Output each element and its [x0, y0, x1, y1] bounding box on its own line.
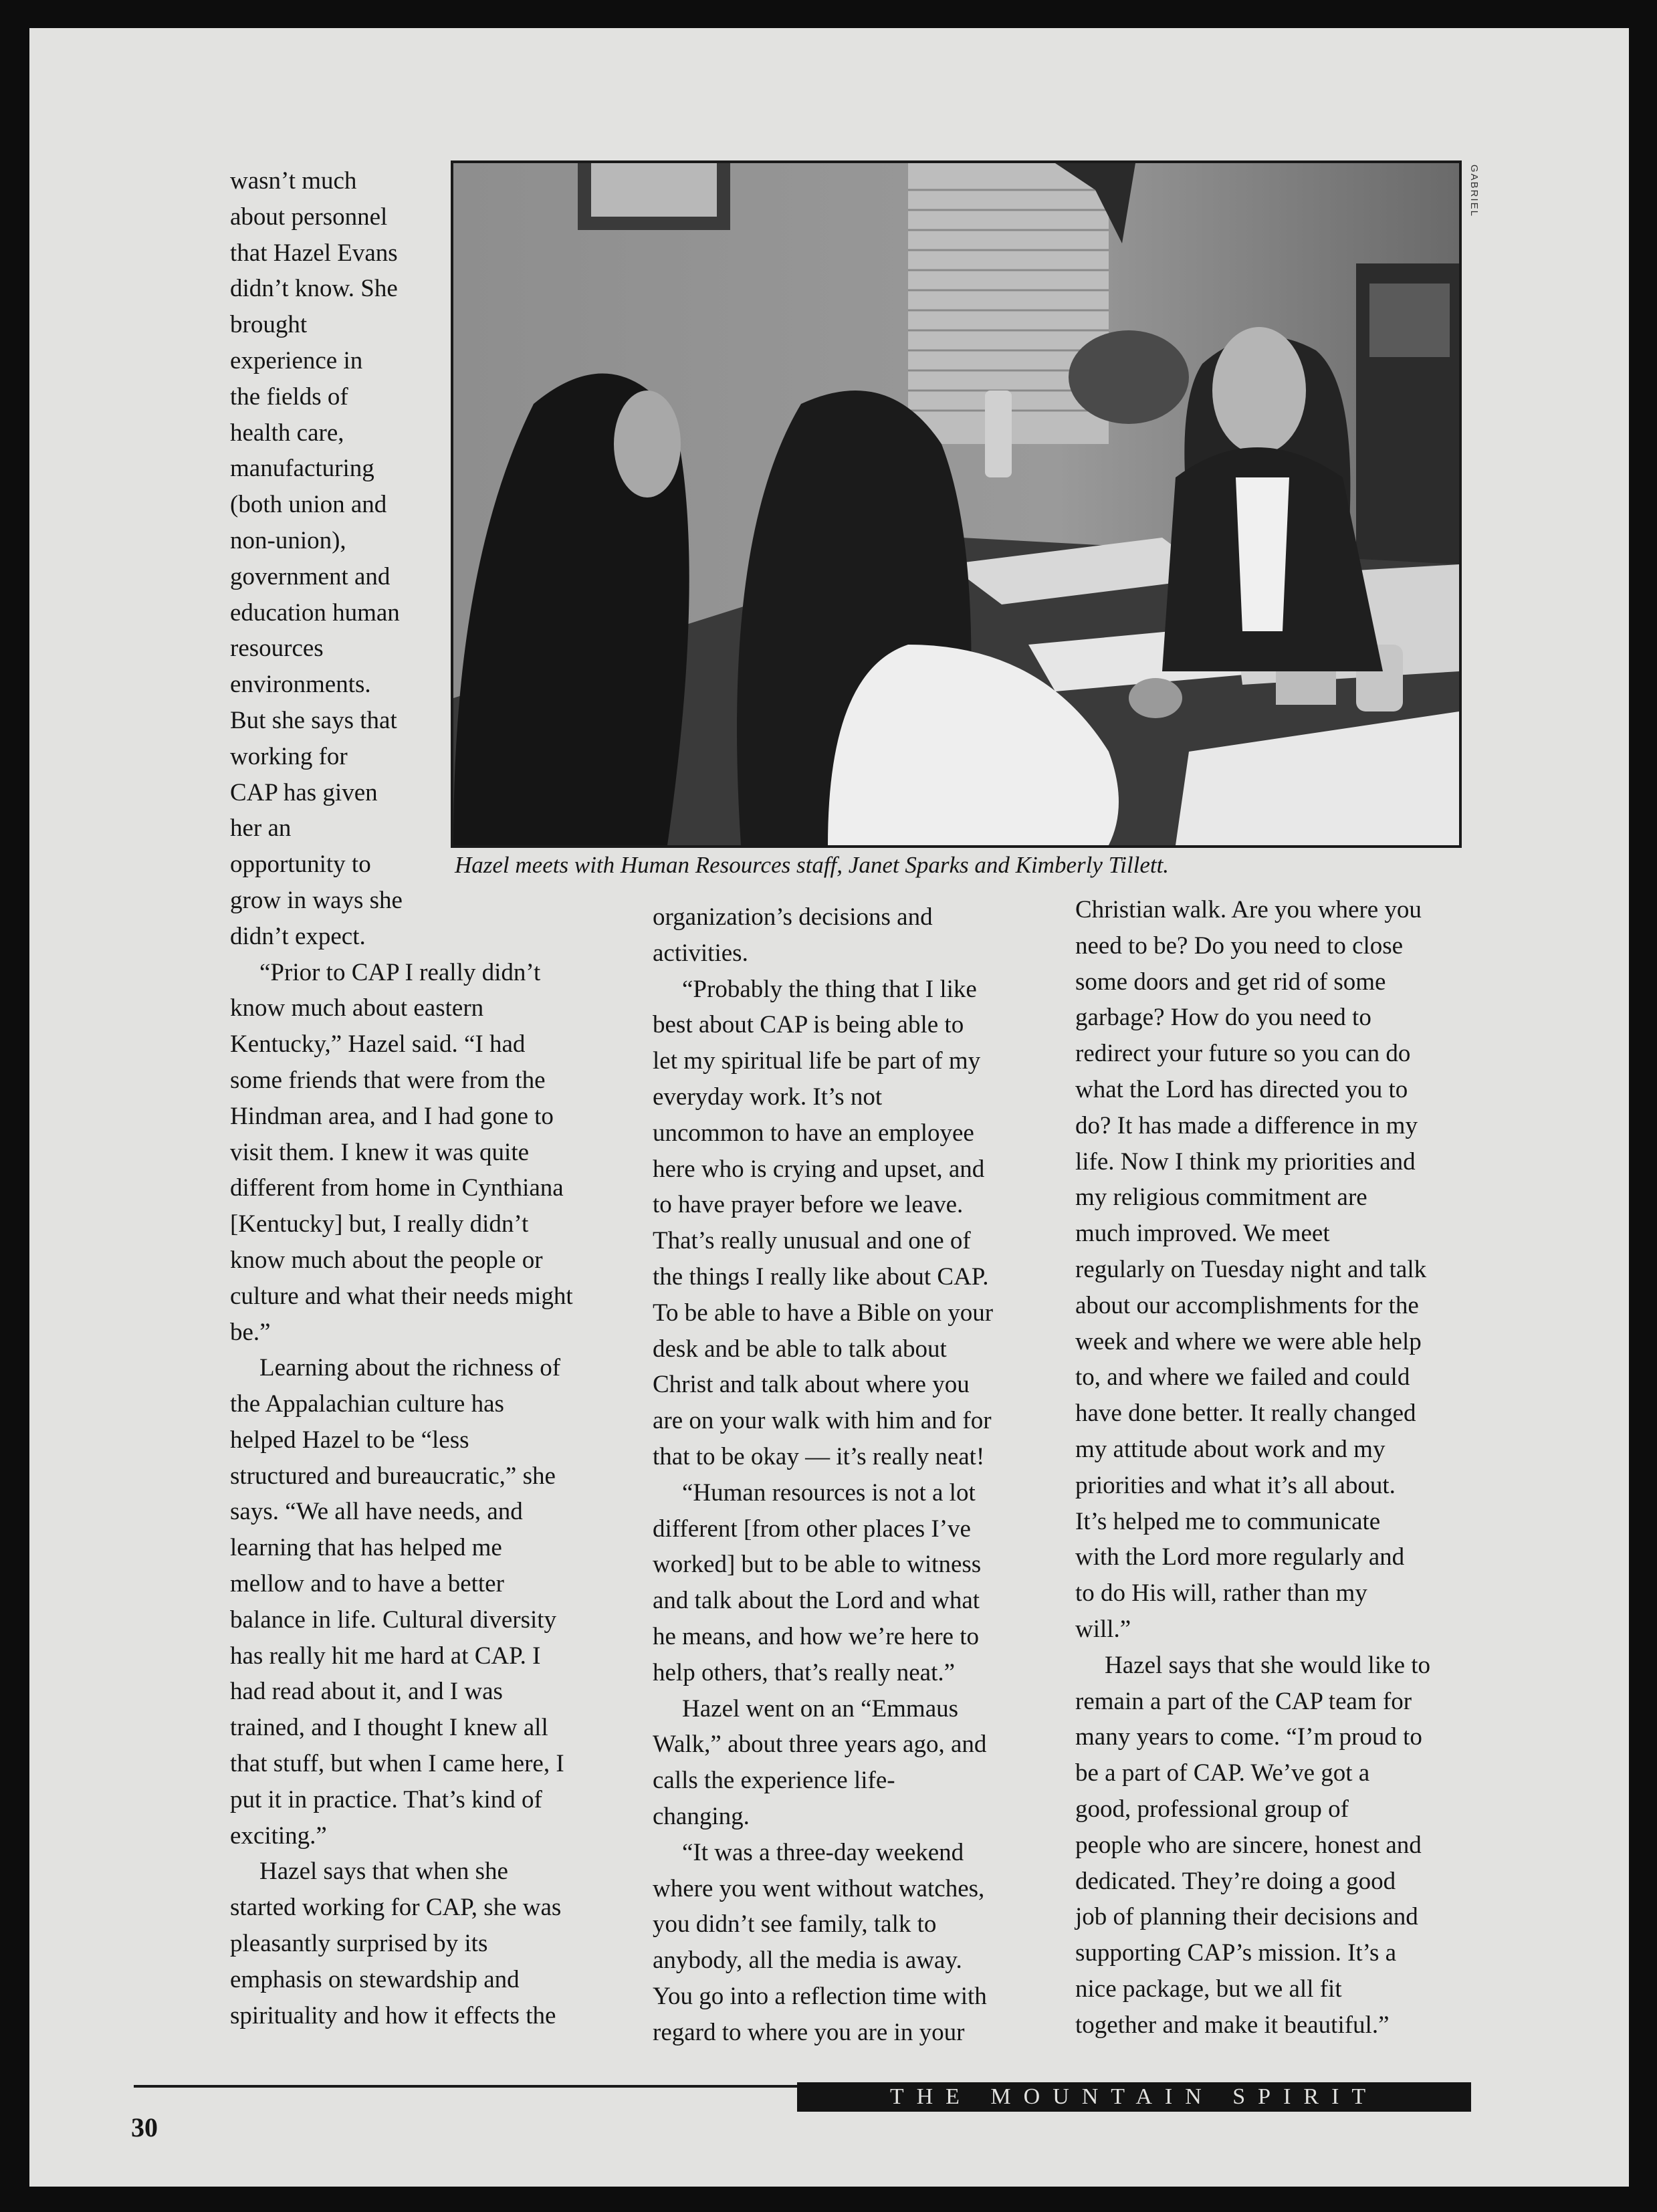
text-line: where you went without watches, — [653, 1874, 985, 1902]
text-line: to have prayer before we leave. — [653, 1191, 964, 1219]
text-line: “Prior to CAP I really didn’t — [259, 958, 541, 986]
text-line: [Kentucky] but, I really didn’t — [230, 1210, 529, 1238]
text-line: much improved. We meet — [1075, 1220, 1330, 1248]
text-line: my attitude about work and my — [1075, 1435, 1386, 1463]
text-line: had read about it, and I was — [230, 1678, 503, 1706]
text-line: manufacturing — [230, 455, 374, 483]
text-line: about our accomplishments for the — [1075, 1291, 1419, 1319]
text-line: Learning about the richness of — [259, 1354, 561, 1382]
text-line: worked] but to be able to witness — [653, 1551, 982, 1579]
text-line: didn’t expect. — [230, 922, 366, 950]
text-line: priorities and what it’s all about. — [1075, 1471, 1396, 1499]
text-line: wasn’t much — [230, 167, 357, 195]
text-line: some friends that were from the — [230, 1066, 546, 1094]
text-line: brought — [230, 311, 308, 339]
text-line: and talk about the Lord and what — [653, 1587, 980, 1615]
text-line: But she says that — [230, 706, 397, 734]
text-line: started working for CAP, she was — [230, 1894, 562, 1922]
text-line: has really hit me hard at CAP. I — [230, 1642, 541, 1670]
text-line: my religious commitment are — [1075, 1184, 1367, 1212]
text-line: different from home in Cynthiana — [230, 1174, 564, 1202]
text-line: the fields of — [230, 382, 348, 411]
article-paragraph — [653, 899, 1054, 972]
text-line: exciting.” — [230, 1821, 327, 1850]
article-column-2 — [653, 899, 1054, 2051]
text-line: Hazel says that she would like to — [1105, 1651, 1431, 1679]
text-line: culture and what their needs might — [230, 1282, 573, 1310]
page-number: 30 — [131, 2112, 158, 2142]
text-line: emphasis on stewardship and — [230, 1965, 520, 1993]
text-line: help others, that’s really neat.” — [653, 1658, 956, 1686]
text-line: “Human resources is not a lot — [682, 1478, 976, 1507]
text-line: job of planning their decisions and — [1075, 1903, 1418, 1931]
text-line: pleasantly surprised by its — [230, 1930, 488, 1958]
text-line: with the Lord more regularly and — [1075, 1543, 1405, 1571]
text-line: regard to where you are in your — [653, 2018, 965, 2046]
text-line: some doors and get rid of some — [1075, 968, 1386, 996]
article-paragraph — [230, 955, 631, 1351]
text-line: garbage? How do you need to — [1075, 1004, 1371, 1032]
article-paragraph — [653, 1475, 1054, 1691]
text-line: education human — [230, 598, 400, 627]
text-line: Christ and talk about where you — [653, 1371, 970, 1399]
article-paragraph — [230, 1854, 631, 2033]
text-line: need to be? Do you need to close — [1075, 931, 1404, 960]
text-line: activities. — [653, 939, 748, 967]
text-line: spirituality and how it effects the — [230, 2001, 556, 2029]
text-line: non-union), — [230, 526, 346, 554]
article-paragraph — [1075, 1648, 1490, 2043]
text-line: desk and be able to talk about — [653, 1335, 947, 1363]
text-line: Hindman area, and I had gone to — [230, 1102, 554, 1130]
article-paragraph — [230, 1350, 631, 1854]
text-line: supporting CAP’s mission. It’s a — [1075, 1939, 1397, 1967]
text-line: CAP has given — [230, 778, 378, 806]
text-line: be a part of CAP. We’ve got a — [1075, 1759, 1370, 1787]
text-line: Walk,” about three years ago, and — [653, 1731, 987, 1759]
text-line: environments. — [230, 671, 371, 699]
text-line: You go into a reflection time with — [653, 1982, 987, 2010]
text-line: balance in life. Cultural diversity — [230, 1606, 557, 1634]
text-line: about personnel — [230, 203, 388, 231]
text-line: health care, — [230, 419, 344, 447]
text-line: week and where we were able help — [1075, 1327, 1422, 1355]
article-paragraph — [653, 972, 1054, 1475]
text-line: trained, and I thought I knew all — [230, 1714, 548, 1742]
text-line: let my spiritual life be part of my — [653, 1047, 981, 1075]
text-line: nice package, but we all fit — [1075, 1975, 1342, 2003]
text-line: calls the experience life- — [653, 1767, 895, 1795]
text-line: together and make it beautiful.” — [1075, 2011, 1390, 2039]
text-line: dedicated. They’re doing a good — [1075, 1867, 1396, 1895]
text-line: uncommon to have an employee — [653, 1119, 974, 1147]
text-line: are on your walk with him and for — [653, 1407, 992, 1435]
text-line: people who are sincere, honest and — [1075, 1831, 1422, 1859]
text-line: the Appalachian culture has — [230, 1390, 504, 1418]
text-line: structured and bureaucratic,” she — [230, 1462, 556, 1490]
text-line: you didn’t see family, talk to — [653, 1910, 937, 1939]
photo-caption: Hazel meets with Human Resources staff, Janet Sparks and Kimberly Tillett. — [455, 852, 1170, 878]
article-paragraph — [653, 1835, 1054, 2051]
text-line: good, professional group of — [1075, 1795, 1349, 1823]
text-line: that stuff, but when I came here, I — [230, 1750, 564, 1778]
text-line: anybody, all the media is away. — [653, 1947, 962, 1975]
article-paragraph — [653, 1691, 1054, 1835]
text-line: learning that has helped me — [230, 1534, 502, 1562]
text-line: says. “We all have needs, and — [230, 1498, 523, 1526]
text-line: many years to come. “I’m proud to — [1075, 1723, 1422, 1751]
text-line: working for — [230, 742, 348, 770]
text-line: everyday work. It’s not — [653, 1083, 883, 1111]
text-line: to do His will, rather than my — [1075, 1579, 1367, 1608]
text-line: different [from other places I’ve — [653, 1515, 971, 1543]
text-line: her an — [230, 814, 292, 843]
text-line: do? It has made a difference in my — [1075, 1111, 1418, 1139]
text-line: Kentucky,” Hazel said. “I had — [230, 1030, 526, 1059]
text-line: have done better. It really changed — [1075, 1400, 1416, 1428]
photo-credit: GABRIEL — [1468, 164, 1480, 218]
text-line: will.” — [1075, 1615, 1131, 1643]
office-meeting-photo — [451, 160, 1462, 848]
text-line: he means, and how we’re here to — [653, 1622, 979, 1650]
text-line: regularly on Tuesday night and talk — [1075, 1255, 1427, 1283]
text-line: life. Now I think my priorities and — [1075, 1147, 1416, 1176]
text-line: know much about eastern — [230, 994, 484, 1022]
text-line: “Probably the thing that I like — [682, 975, 977, 1003]
text-line: To be able to have a Bible on your — [653, 1299, 994, 1327]
text-line: grow in ways she — [230, 886, 403, 914]
text-line: government and — [230, 562, 391, 590]
article-column-3 — [1075, 892, 1490, 2043]
text-line: what the Lord has directed you to — [1075, 1075, 1408, 1103]
text-line: to, and where we failed and could — [1075, 1363, 1410, 1392]
text-line: Christian walk. Are you where you — [1075, 896, 1422, 923]
text-line: opportunity to — [230, 851, 371, 879]
text-line: It’s helped me to communicate — [1075, 1507, 1381, 1535]
text-line: here who is crying and upset, and — [653, 1155, 985, 1183]
article-paragraph — [1075, 892, 1490, 1648]
text-line: visit them. I knew it was quite — [230, 1138, 530, 1166]
text-line: Hazel says that when she — [259, 1858, 508, 1886]
text-line: Hazel went on an “Emmaus — [682, 1694, 959, 1723]
text-line: that to be okay — it’s really neat! — [653, 1442, 985, 1470]
text-line: didn’t know. She — [230, 275, 398, 303]
text-line: organization’s decisions and — [653, 903, 933, 931]
text-line: best about CAP is being able to — [653, 1011, 964, 1039]
masthead-banner: THE MOUNTAIN SPIRIT — [797, 2082, 1471, 2112]
text-line: helped Hazel to be “less — [230, 1426, 469, 1454]
text-line: know much about the people or — [230, 1246, 543, 1274]
text-line: changing. — [653, 1802, 750, 1830]
text-line: remain a part of the CAP team for — [1075, 1687, 1412, 1715]
text-line: mellow and to have a better — [230, 1570, 504, 1598]
text-line: redirect your future so you can do — [1075, 1040, 1411, 1068]
text-line: put it in practice. That’s kind of — [230, 1785, 542, 1813]
text-line: (both union and — [230, 491, 387, 519]
text-line: the things I really like about CAP. — [653, 1262, 989, 1291]
text-line: resources — [230, 635, 324, 663]
text-line: That’s really unusual and one of — [653, 1227, 971, 1255]
text-line: be.” — [230, 1318, 271, 1346]
text-line: experience in — [230, 346, 363, 374]
text-line: “It was a three-day weekend — [682, 1838, 964, 1866]
text-line: that Hazel Evans — [230, 239, 398, 267]
